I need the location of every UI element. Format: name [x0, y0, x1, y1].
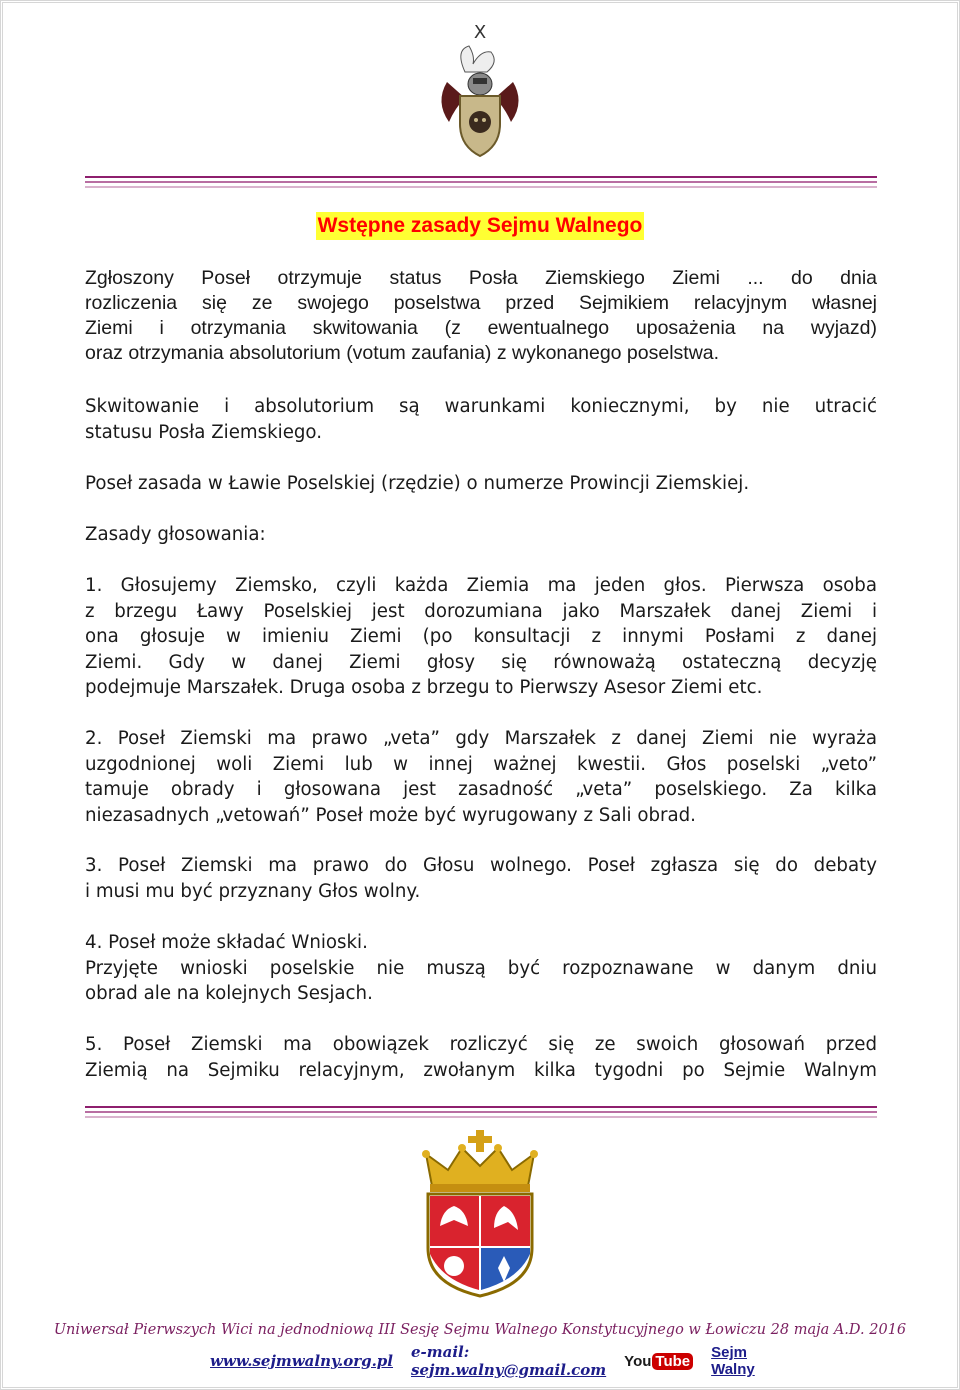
intro-paragraph: [85, 266, 877, 366]
youtube-logo-you: You: [624, 1352, 652, 1370]
rule-1-line: podejmuje Marszałek. Druga osoba z brzegu to Pierwszy Asesor Ziemi etc.: [85, 677, 763, 699]
rule-3-line: i musi mu być przyznany Głos wolny.: [85, 880, 421, 902]
intro-line: oraz otrzymania absolutorium (votum zaufania) z wykonanego poselstwa.: [85, 342, 720, 364]
rule-2-line: tamuje obrady i głosowana jest zasadność „veta” poselskiego. Za kilka: [85, 779, 877, 801]
skwitowanie-line: Skwitowanie i absolutorium są warunkami koniecznymi, by nie utracić: [85, 396, 877, 417]
email-label: e-mail:: [411, 1343, 470, 1361]
header-mark: X: [473, 22, 487, 43]
rule-2-paragraph: [85, 726, 877, 828]
intro-line: Zgłoszony Poseł otrzymuje status Posła Ziemskiego Ziemi ... do dnia: [85, 267, 877, 289]
intro-line: Ziemi i otrzymania skwitowania (z ewentualnego uposażenia na wyjazd): [85, 317, 877, 339]
rule-5-paragraph: [85, 1032, 877, 1083]
rule-2-line: 2. Poseł Ziemski ma prawo „veta” gdy Marszałek z danej Ziemi nie wyraża: [85, 728, 877, 749]
rule-5-line: 5. Poseł Ziemski ma obowiązek rozliczyć się ze swoich głosowań przed: [85, 1034, 877, 1055]
rule-3-paragraph: [85, 853, 877, 904]
email-link[interactable]: sejm.walny@gmail.com: [411, 1361, 607, 1379]
skwitowanie-paragraph: [85, 394, 877, 445]
rule-2-line: niezasadnych „vetowań” Poseł może być wyrugowany z Sali obrad.: [85, 804, 696, 826]
zasady-heading: [85, 522, 877, 548]
rule-1-line: ona głosuje w imieniu Ziemi (po konsultacji z innymi Posłami z danej: [85, 626, 877, 648]
rule-3-line: 3. Poseł Ziemski ma prawo do Głosu wolnego. Poseł zgłasza się do debaty: [85, 855, 877, 876]
top-divider: [85, 176, 877, 190]
rule-4-paragraph: [85, 930, 877, 1007]
skwitowanie-line: statusu Posła Ziemskiego.: [85, 421, 323, 443]
top-coat-of-arms-emblem: [435, 42, 525, 160]
rule-5-line: Ziemią na Sejmiku relacyjnym, zwołanym kilka tygodni po Sejmie Walnym: [85, 1059, 877, 1081]
bottom-coat-of-arms-emblem: [418, 1130, 542, 1298]
footer-links: [210, 1343, 770, 1379]
document-title: Wstępne zasady Sejmu Walnego: [316, 212, 645, 240]
rule-2-line: uzgodnionej woli Ziemi lub w innej ważnej kwestii. Głos poselski „veto”: [85, 753, 877, 775]
rule-1-paragraph: [85, 573, 877, 701]
bottom-divider: [85, 1106, 877, 1120]
rule-1-line: z brzegu Ławy Poselskiej jest dorozumiana jako Marszałek danej Ziemi i: [85, 600, 877, 622]
email-group: [411, 1343, 606, 1379]
footer-announcement: Uniwersał Pierwszych Wici na jednodniową III Sesję Sejmu Walnego Konstytucyjnego w Łowiczu 28 maja A.D. 2016: [53, 1322, 907, 1338]
zasady-line: Zasady głosowania:: [85, 524, 266, 545]
rule-1-line: 1. Głosujemy Ziemsko, czyli każda Ziemia ma jeden głos. Pierwsza osoba: [85, 575, 877, 596]
rule-4-line: Przyjęte wnioski poselskie nie muszą być rozpoznawane w danym dniu: [85, 957, 877, 979]
youtube-logo-icon[interactable]: [624, 1353, 693, 1370]
rule-1-line: Ziemi. Gdy w danej Ziemi głosy się równoważą ostateczną decyzję: [85, 651, 877, 673]
website-link[interactable]: www.sejmwalny.org.pl: [210, 1352, 393, 1370]
youtube-logo-tube: Tube: [652, 1353, 693, 1370]
lawa-line: Poseł zasada w Ławie Poselskiej (rzędzie) o numerze Prowincji Ziemskiej.: [85, 473, 750, 494]
rule-4-line: 4. Poseł może składać Wnioski.: [85, 932, 368, 953]
lawa-paragraph: [85, 471, 877, 497]
rule-4-line: obrad ale na kolejnych Sesjach.: [85, 983, 373, 1005]
intro-line: rozliczenia się ze swojego poselstwa przed Sejmikiem relacyjnym własnej: [85, 292, 877, 314]
channel-link[interactable]: Sejm Walny: [711, 1344, 755, 1378]
